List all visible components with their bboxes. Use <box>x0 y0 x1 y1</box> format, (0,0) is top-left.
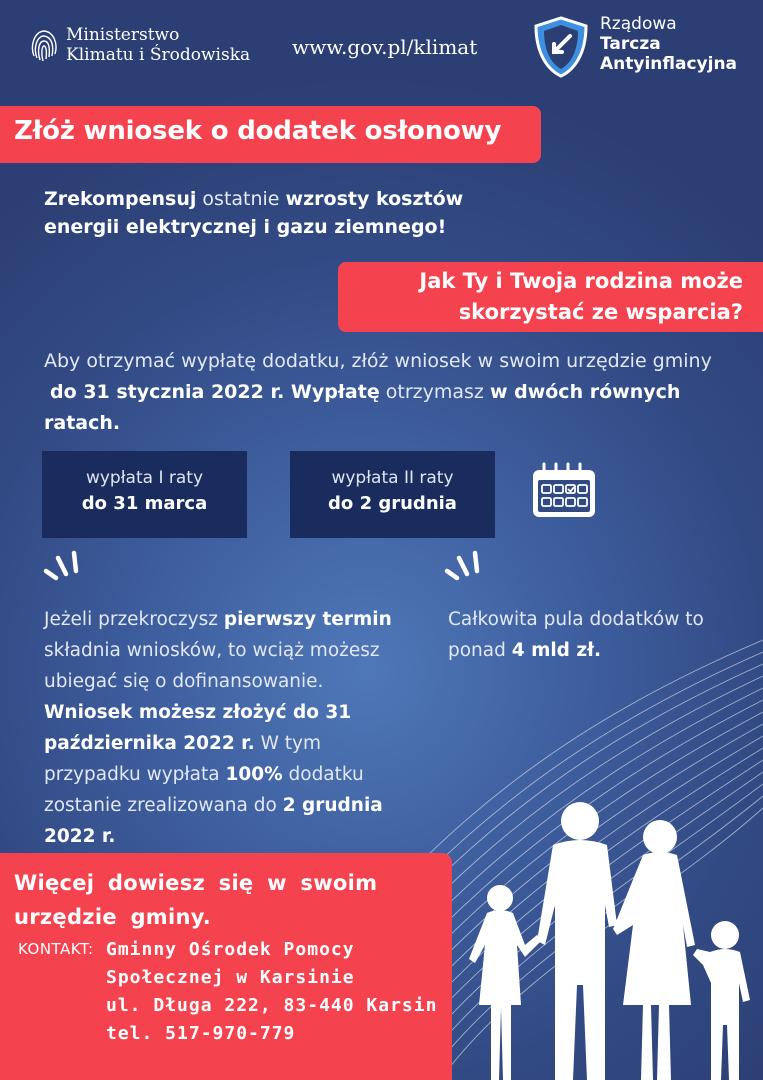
payment-2-label: wypłata II raty <box>331 468 454 488</box>
contact-address: ul. Długa 222, 83-440 Karsin <box>106 995 438 1016</box>
ministry-name <box>66 25 250 65</box>
info-installments: w dwóch równych ratach. <box>44 381 681 434</box>
late-t8: 2 grudnia 2022 r. <box>44 795 383 847</box>
info-part1: Aby otrzymać wypłatę dodatku, złóż wniosek w swoim urzędzie gminy <box>44 350 712 372</box>
website-url[interactable]: www.gov.pl/klimat <box>292 35 478 59</box>
ministry-name-line1: Ministerstwo <box>66 25 180 45</box>
intro-bold-2: wzrosty kosztów energii elektrycznej i gazu ziemnego! <box>44 188 464 238</box>
intro-light: ostatnie <box>196 188 286 210</box>
contact-institution-line1: Gminny Ośrodek Pomocy <box>106 939 355 960</box>
calendar-icon <box>530 462 598 520</box>
intro-bold-1: Zrekompensuj <box>44 188 197 210</box>
late-application-text <box>44 604 414 852</box>
pool-t1: Całkowita pula dodatków to ponad <box>448 609 704 661</box>
burst-accent-icon <box>42 545 88 583</box>
question-line1: Jak Ty i Twoja rodzina może <box>419 269 743 293</box>
contact-phone[interactable]: tel. 517-970-779 <box>106 1023 296 1044</box>
info-deadline: do 31 stycznia 2022 r. Wypłatę <box>50 381 380 403</box>
late-t2: pierwszy termin <box>223 609 392 630</box>
more-info-line2: urzędzie gminy. <box>14 905 212 929</box>
total-pool-text <box>448 604 708 666</box>
info-part3: otrzymasz <box>379 381 490 403</box>
late-t6: 100% <box>225 764 283 785</box>
family-silhouette-icon <box>455 795 763 1080</box>
contact-label: KONTAKT: <box>18 940 94 958</box>
headline: Złóż wniosek o dodatek osłonowy <box>14 116 502 146</box>
payment-1-date: do 31 marca <box>81 493 208 514</box>
shield-text-line3: Antyinflacyjna <box>600 54 738 74</box>
shield-text-line2: Tarcza <box>600 34 661 54</box>
payment-box-2 <box>290 451 495 538</box>
question-line2: skorzystać ze wsparcia? <box>458 300 743 324</box>
late-t4: Wniosek możesz złożyć do 31 października 2022 r. <box>44 702 352 754</box>
payment-2-date: do 2 grudnia <box>328 493 457 514</box>
payment-box-1 <box>42 451 247 538</box>
more-info-line1: Więcej dowiesz się w swoim <box>14 871 378 895</box>
burst-accent-icon <box>443 545 489 583</box>
shield-logo-icon <box>530 14 592 80</box>
contact-institution-line2: Społecznej w Karsinie <box>106 967 355 988</box>
intro-text <box>44 185 504 241</box>
late-t1: Jeżeli przekroczysz <box>44 609 224 630</box>
payment-1-label: wypłata I raty <box>85 468 204 488</box>
more-info-text <box>14 866 377 934</box>
pool-amount: 4 mld zł. <box>511 640 602 661</box>
shield-text <box>600 14 737 74</box>
ministry-name-line2: Klimatu i Środowiska <box>66 45 251 65</box>
late-t7: dodatku zostanie zrealizowana do <box>44 764 364 816</box>
shield-text-line1: Rządowa <box>600 14 677 34</box>
late-t3: składnia wniosków, to wciąż możesz ubiegać się o dofinansowanie. <box>44 640 380 692</box>
info-paragraph <box>44 346 734 439</box>
ministry-fingerprint-logo-icon <box>28 26 60 66</box>
question-text <box>419 266 743 328</box>
late-t5: W tym przypadku wypłata <box>44 733 321 785</box>
